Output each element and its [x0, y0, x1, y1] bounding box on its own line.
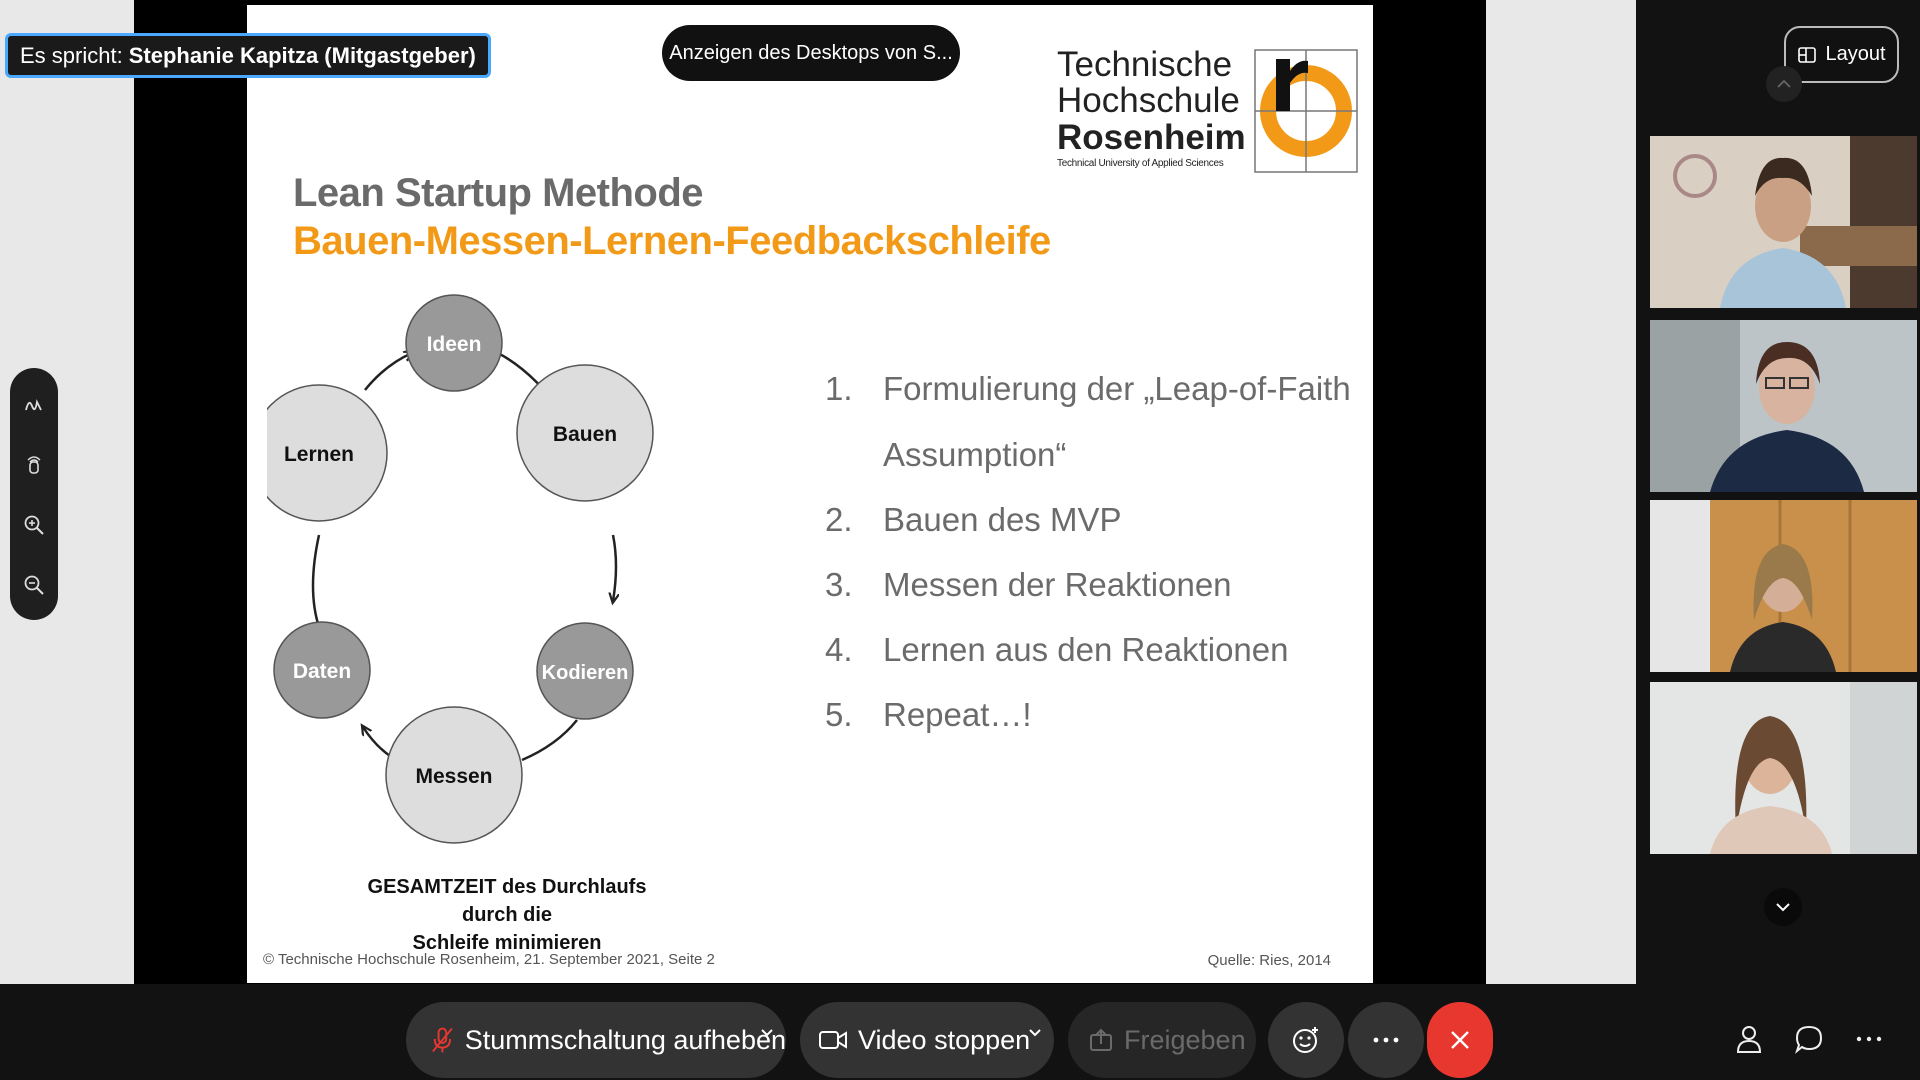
arrow-bauen-kodieren — [613, 535, 616, 601]
hand-raise-icon[interactable] — [19, 450, 49, 480]
chevron-up-icon — [1777, 79, 1791, 89]
step-number: 4. — [825, 631, 853, 668]
step-number: 1. — [825, 370, 853, 407]
participants-button[interactable] — [1724, 1016, 1774, 1062]
node-kodieren-label: Kodieren — [541, 662, 629, 684]
video-camera-icon — [818, 1028, 848, 1052]
participant-video-2 — [1650, 320, 1917, 492]
caption-line-1: GESAMTZEIT des Durchlaufs durch die — [367, 876, 647, 926]
participant-video-3 — [1650, 500, 1917, 672]
step-number: 5. — [825, 696, 853, 733]
logo-line-3: Rosenheim — [1057, 118, 1246, 157]
node-daten — [274, 622, 370, 718]
university-logo-mark — [1254, 49, 1358, 173]
participant-video-tile[interactable] — [1650, 320, 1917, 492]
chevron-down-icon[interactable] — [760, 1028, 774, 1038]
panel-more-button[interactable] — [1844, 1016, 1894, 1062]
active-speaker-badge — [5, 33, 491, 78]
node-bauen-label: Bauen — [552, 423, 618, 446]
step-text-continuation: Assumption“ — [883, 436, 1067, 473]
zoom-out-icon[interactable] — [19, 570, 49, 600]
step-text: Lernen aus den Reaktionen — [883, 631, 1289, 668]
chat-button[interactable] — [1784, 1016, 1834, 1062]
participants-icon — [1735, 1024, 1763, 1054]
zoom-in-icon[interactable] — [19, 510, 49, 540]
line-daten-lernen — [313, 535, 319, 627]
more-options-button[interactable] — [1348, 1002, 1424, 1078]
logo-line-2: Hochschule — [1057, 81, 1240, 120]
more-dots-icon — [1373, 1037, 1399, 1043]
university-logo-text — [1057, 47, 1257, 169]
stop-video-label: Video stoppen — [858, 1024, 1031, 1055]
microphone-muted-icon — [430, 1025, 455, 1055]
chevron-down-icon — [1775, 902, 1791, 912]
node-daten-label: Daten — [292, 660, 352, 683]
unmute-label: Stummschaltung aufheben — [464, 1024, 786, 1055]
caption-line-2: Schleife minimieren — [412, 932, 602, 954]
scroll-up-button[interactable] — [1766, 66, 1802, 102]
share-label: Freigeben — [1124, 1024, 1246, 1055]
step-text: Messen der Reaktionen — [883, 566, 1232, 603]
reactions-button[interactable] — [1268, 1002, 1344, 1078]
presentation-slide — [247, 5, 1373, 983]
unmute-button[interactable] — [406, 1002, 786, 1078]
chevron-down-icon[interactable] — [1028, 1028, 1042, 1038]
chat-bubble-icon — [1794, 1024, 1824, 1054]
layout-label: Layout — [1825, 43, 1886, 65]
diagram-caption — [337, 873, 677, 957]
node-ideen — [406, 295, 502, 391]
viewing-desktop-button[interactable]: Anzeigen des Desktops von S... — [662, 25, 960, 81]
speaker-name: Stephanie Kapitza (Mitgastgeber) — [128, 43, 476, 68]
arrow-lernen-ideen — [365, 353, 412, 390]
line-kodieren-messen — [522, 720, 577, 760]
draw-icon[interactable] — [19, 390, 49, 420]
smiley-icon — [1291, 1025, 1321, 1055]
layout-icon — [1797, 45, 1817, 65]
close-icon — [1449, 1029, 1471, 1051]
node-kodieren — [537, 623, 633, 719]
feedback-loop-diagram — [267, 265, 767, 865]
slide-title: Lean Startup Methode — [293, 171, 704, 215]
logo-tagline: Technical University of Applied Sciences — [1057, 158, 1224, 169]
node-messen-label: Messen — [415, 765, 493, 788]
more-dots-icon — [1856, 1036, 1882, 1042]
logo-line-1: Technische — [1057, 45, 1233, 84]
layout-button[interactable] — [1784, 26, 1899, 83]
node-messen — [386, 707, 522, 843]
share-icon — [1088, 1027, 1114, 1053]
speaker-prefix: Es spricht: — [20, 43, 123, 68]
node-lernen-label: Lernen — [283, 443, 355, 466]
slide-footer-source: Quelle: Ries, 2014 — [1207, 952, 1331, 969]
stop-video-button[interactable] — [800, 1002, 1054, 1078]
share-button[interactable] — [1068, 1002, 1256, 1078]
step-number: 2. — [825, 501, 853, 538]
participant-video-tile[interactable] — [1650, 682, 1917, 854]
participant-video-4 — [1650, 682, 1917, 854]
participant-video-tile[interactable] — [1650, 500, 1917, 672]
end-call-button[interactable] — [1427, 1002, 1493, 1078]
node-lernen — [267, 385, 387, 521]
slide-footer-copyright: © Technische Hochschule Rosenheim, 21. September 2021, Seite 2 — [263, 951, 715, 968]
annotation-toolbar — [10, 368, 58, 620]
step-number: 3. — [825, 566, 853, 603]
scroll-down-button[interactable] — [1764, 888, 1802, 926]
participant-video-tile[interactable] — [1650, 136, 1917, 308]
node-bauen — [517, 365, 653, 501]
node-ideen-label: Ideen — [426, 333, 482, 356]
step-text: Bauen des MVP — [883, 501, 1122, 538]
step-text: Repeat…! — [883, 696, 1032, 733]
participant-video-1 — [1650, 136, 1917, 308]
step-text: Formulierung der „Leap-of-Faith — [883, 370, 1351, 407]
slide-subtitle: Bauen-Messen-Lernen-Feedbackschleife — [293, 219, 1051, 263]
